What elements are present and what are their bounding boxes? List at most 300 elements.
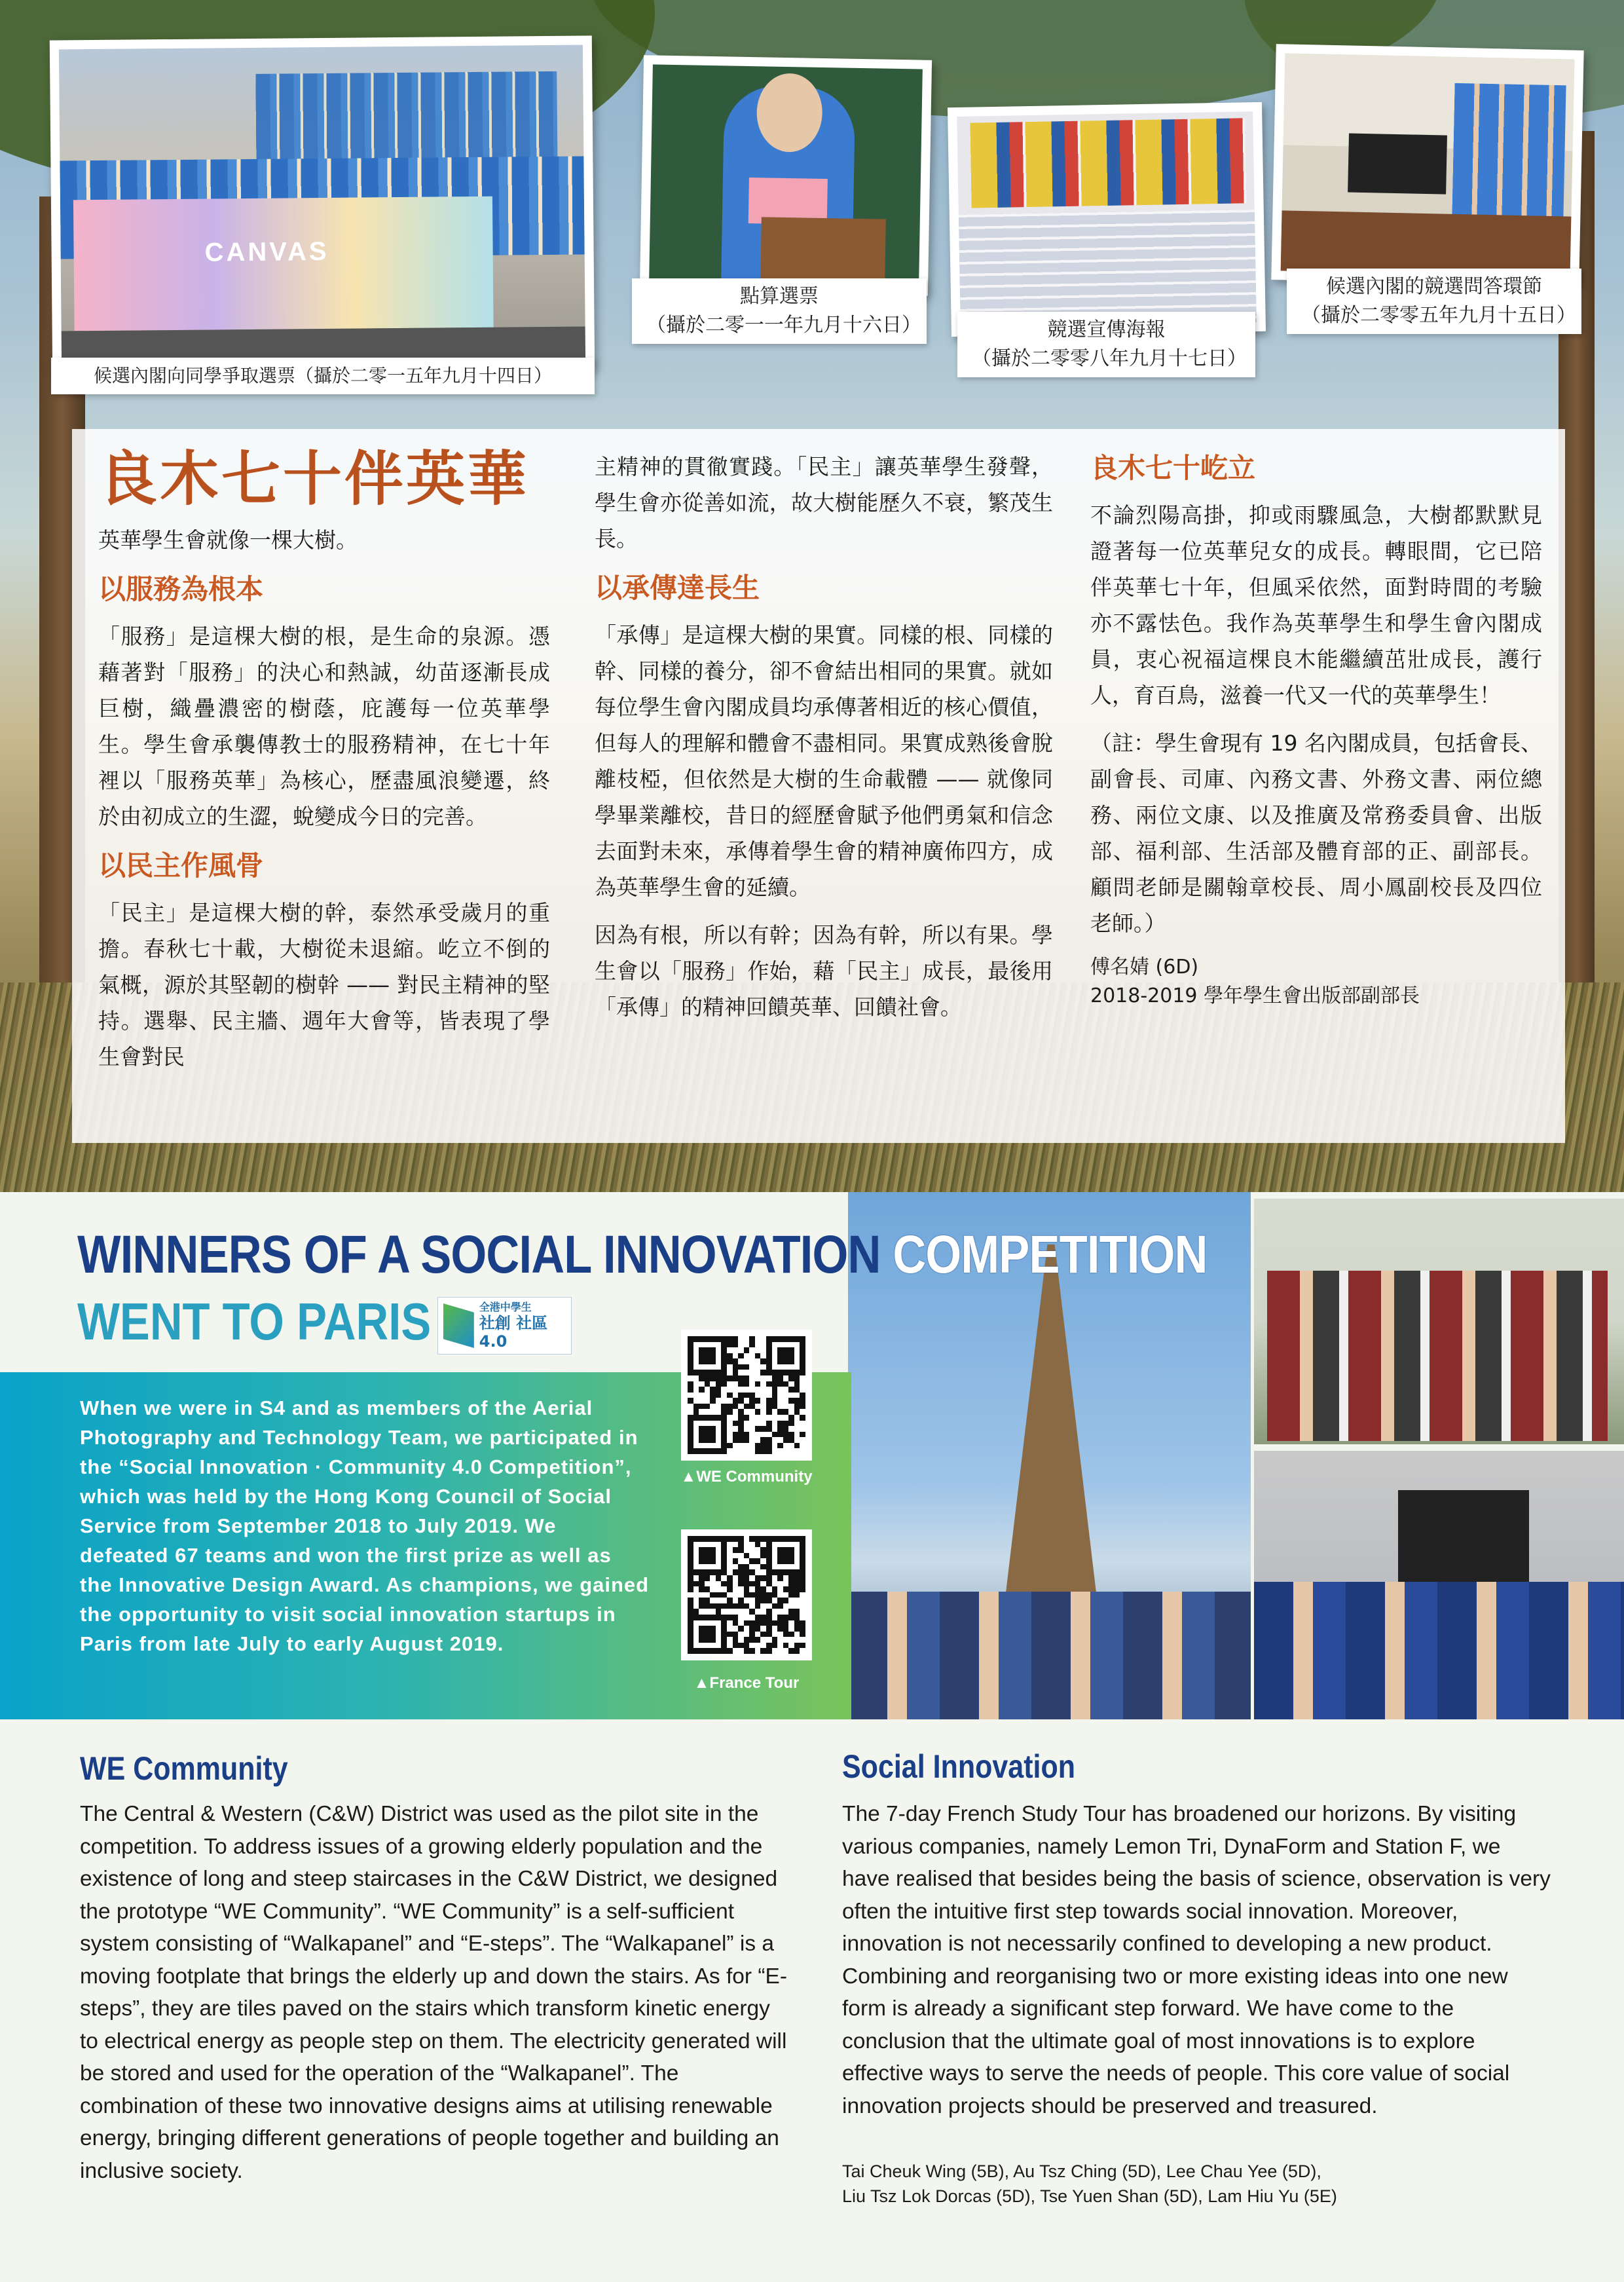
en-intro-text: When we were in S4 and as members of the Aerial Photography and Technology Team, we participated in the “Social Innovation · Community 4.0 Competition”, which was held by the Hong Kong Council of Social Service from September 2018 to July 2019. We defeated 67 teams and won the first prize as well as the Innovative Design Award. As champions, we gained the opportunity to visit social innovation startups in Paris from late July to early August 2019. [80, 1396, 650, 1655]
qr-module [777, 1547, 783, 1553]
qr-module [794, 1592, 800, 1598]
qr-module [788, 1342, 794, 1348]
qr-module [727, 1542, 733, 1548]
qr-module [744, 1443, 750, 1449]
qr-module [788, 1615, 794, 1620]
qr-module [783, 1336, 789, 1342]
photo2-caption [632, 278, 927, 344]
qr-module [788, 1648, 794, 1654]
qr-module [744, 1437, 750, 1443]
qr-module [749, 1558, 755, 1564]
qr-module [738, 1592, 744, 1598]
qr-module [716, 1398, 722, 1404]
qr-module [788, 1387, 794, 1393]
qr-module [794, 1542, 800, 1548]
qr-module [760, 1409, 766, 1415]
qr-module [733, 1381, 739, 1387]
qr-module [794, 1581, 800, 1587]
qr-module [777, 1592, 783, 1598]
qr-module [772, 1564, 778, 1570]
qr-module [777, 1358, 783, 1364]
qr-module [766, 1448, 772, 1454]
qr-module [705, 1536, 710, 1542]
qr-module [800, 1637, 805, 1643]
qr-module [738, 1586, 744, 1592]
qr-module [755, 1615, 761, 1620]
zh-heading-heritage: 以承傳達長生 [595, 572, 760, 604]
qr-module [800, 1421, 805, 1427]
qr-module [772, 1353, 778, 1359]
qr-module [693, 1648, 699, 1654]
qr-module [699, 1426, 705, 1432]
qr-module [705, 1581, 710, 1587]
qr-module [710, 1575, 716, 1581]
qr-module [777, 1575, 783, 1581]
qr-module [721, 1603, 727, 1609]
qr-module [766, 1564, 772, 1570]
qr-module [716, 1626, 722, 1632]
qr-code-france-tour[interactable] [681, 1529, 812, 1660]
photo4-caption-line1: 候選內閣的競選問答環節 [1326, 275, 1542, 298]
qr-module [788, 1336, 794, 1342]
qr-module [705, 1558, 710, 1564]
qr-module [721, 1547, 727, 1553]
qr-module [721, 1569, 727, 1575]
qr-module [705, 1575, 710, 1581]
qr-module [716, 1564, 722, 1570]
qr-module [749, 1432, 755, 1438]
qr-module [800, 1626, 805, 1632]
qr-module [744, 1432, 750, 1438]
qr-module [777, 1609, 783, 1615]
qr-module [744, 1603, 750, 1609]
qr-module [699, 1575, 705, 1581]
zh-article-title: 良木七十伴英華 [98, 445, 529, 514]
qr-module [727, 1364, 733, 1370]
qr-module [800, 1592, 805, 1598]
qr-module [738, 1598, 744, 1603]
qr-module [721, 1409, 727, 1415]
qr-module [744, 1575, 750, 1581]
qr-module [693, 1598, 699, 1603]
qr-module [721, 1609, 727, 1615]
qr-module [744, 1542, 750, 1548]
qr-module [716, 1569, 722, 1575]
qr-module [733, 1637, 739, 1643]
qr-module [721, 1347, 727, 1353]
qr-module [794, 1404, 800, 1410]
qr-module [777, 1536, 783, 1542]
qr-module [738, 1553, 744, 1559]
qr-module [738, 1404, 744, 1410]
qr-module [699, 1632, 705, 1637]
qr-module [800, 1553, 805, 1559]
qr-module [688, 1626, 693, 1632]
qr-module [744, 1409, 750, 1415]
qr-module [766, 1443, 772, 1449]
qr-module [693, 1592, 699, 1598]
qr-module [744, 1415, 750, 1421]
qr-module [772, 1393, 778, 1398]
qr-module [721, 1381, 727, 1387]
qr-module [716, 1615, 722, 1620]
qr-module [766, 1432, 772, 1438]
qr-module [705, 1404, 710, 1410]
qr-module [738, 1620, 744, 1626]
qr-module [721, 1448, 727, 1454]
qr-module [794, 1586, 800, 1592]
qr-module [733, 1393, 739, 1398]
qr-module [772, 1620, 778, 1626]
qr-module [766, 1542, 772, 1548]
photo4-caption [1287, 269, 1581, 334]
qr-module [733, 1553, 739, 1559]
qr-module [721, 1370, 727, 1375]
qr-module [733, 1370, 739, 1375]
qr-module [794, 1448, 800, 1454]
qr-module [716, 1536, 722, 1542]
qr-module [800, 1558, 805, 1564]
qr-module [800, 1575, 805, 1581]
qr-module [744, 1342, 750, 1348]
qr-module [760, 1387, 766, 1393]
qr-module [721, 1643, 727, 1649]
qr-module [699, 1393, 705, 1398]
qr-module [705, 1637, 710, 1643]
photo-exhibition [1254, 1451, 1624, 1719]
qr-module [733, 1558, 739, 1564]
qr-module [760, 1643, 766, 1649]
qr-module [777, 1387, 783, 1393]
qr-module [783, 1632, 789, 1637]
qr-module [783, 1648, 789, 1654]
qr-module [693, 1558, 699, 1564]
qr-module [766, 1347, 772, 1353]
qr-module [688, 1398, 693, 1404]
qr-module [744, 1643, 750, 1649]
qr-module [766, 1370, 772, 1375]
qr-code-we-community[interactable] [681, 1330, 812, 1461]
qr-module [744, 1421, 750, 1427]
qr-module [744, 1387, 750, 1393]
qr-module [716, 1342, 722, 1348]
qr-module [800, 1415, 805, 1421]
qr-module [755, 1415, 761, 1421]
qr-module [777, 1353, 783, 1359]
qr-module [783, 1421, 789, 1427]
qr-module [738, 1409, 744, 1415]
qr-module [738, 1347, 744, 1353]
photo3-caption-line1: 競選宣傳海報 [1047, 318, 1166, 341]
qr-module [710, 1603, 716, 1609]
zh-author-role: 2018-2019 學年學生會出版部副部長 [1090, 984, 1420, 1007]
qr-module [794, 1426, 800, 1432]
qr-module [693, 1553, 699, 1559]
qr-module [755, 1598, 761, 1603]
qr-module [760, 1603, 766, 1609]
qr-module [688, 1353, 693, 1359]
qr-module [693, 1603, 699, 1609]
qr-module [788, 1609, 794, 1615]
qr-module [705, 1358, 710, 1364]
zh-heading-stand: 良木七十屹立 [1090, 452, 1256, 484]
photo3-caption [957, 312, 1255, 377]
qr-module [716, 1637, 722, 1643]
qr-module [783, 1375, 789, 1381]
qr-module [699, 1381, 705, 1387]
qr-module [755, 1437, 761, 1443]
qr-module [733, 1542, 739, 1548]
qr-module [800, 1632, 805, 1637]
qr-module [749, 1415, 755, 1421]
qr-module [788, 1637, 794, 1643]
qr-module [783, 1626, 789, 1632]
qr-module [766, 1603, 772, 1609]
qr-module [693, 1643, 699, 1649]
qr-module [766, 1393, 772, 1398]
qr-module [721, 1375, 727, 1381]
qr-module [716, 1387, 722, 1393]
en-heading-we-community: WE Community [80, 1750, 288, 1787]
qr-module [749, 1564, 755, 1570]
qr-module [738, 1581, 744, 1587]
qr-module [693, 1536, 699, 1542]
qr-module [783, 1342, 789, 1348]
qr-module [777, 1364, 783, 1370]
qr-module [760, 1342, 766, 1348]
qr-module [744, 1620, 750, 1626]
qr-module [744, 1558, 750, 1564]
qr-module [716, 1592, 722, 1598]
qr-module [733, 1364, 739, 1370]
qr-module [716, 1620, 722, 1626]
qr-module [766, 1387, 772, 1393]
qr-module [766, 1358, 772, 1364]
qr-module [733, 1626, 739, 1632]
qr-module [733, 1358, 739, 1364]
qr-module [794, 1609, 800, 1615]
piano [1348, 133, 1447, 194]
qr-module [788, 1353, 794, 1359]
qr-module [794, 1393, 800, 1398]
zh-paragraph-conclusion: 因為有根，所以有幹；因為有幹，所以有果。學生會以「服務」作始，藉「民主」成長，最後用「承傳」的精神回饋英華、回饋社會。 [595, 922, 1053, 1020]
qr-module [755, 1347, 761, 1353]
canvas-banner [73, 196, 494, 331]
qr-module [693, 1342, 699, 1348]
qr-module [710, 1547, 716, 1553]
qr-module [777, 1415, 783, 1421]
qr-module [760, 1437, 766, 1443]
qr-module [749, 1615, 755, 1620]
qr-module [744, 1536, 750, 1542]
qr-module [783, 1437, 789, 1443]
qr-module [688, 1592, 693, 1598]
qr-module [777, 1643, 783, 1649]
qr-module [788, 1421, 794, 1427]
qr-module [727, 1626, 733, 1632]
qr-module [755, 1553, 761, 1559]
qr-module [766, 1609, 772, 1615]
qr-module [794, 1437, 800, 1443]
qr-module [688, 1569, 693, 1575]
qr-module [705, 1542, 710, 1548]
qr-module [800, 1358, 805, 1364]
qr-module [733, 1353, 739, 1359]
qr-module [800, 1569, 805, 1575]
qr-module [777, 1648, 783, 1654]
qr-module [744, 1448, 750, 1454]
qr-module [710, 1364, 716, 1370]
qr-module [788, 1553, 794, 1559]
qr-module [800, 1542, 805, 1548]
qr-module [721, 1586, 727, 1592]
qr-module [721, 1358, 727, 1364]
qr-module [710, 1437, 716, 1443]
qr-module [721, 1615, 727, 1620]
qr-module [699, 1421, 705, 1427]
qr-module [705, 1547, 710, 1553]
qr-module [738, 1393, 744, 1398]
qr-module [755, 1558, 761, 1564]
qr-module [744, 1375, 750, 1381]
qr-module [699, 1342, 705, 1348]
qr-module [794, 1358, 800, 1364]
qr-module [777, 1432, 783, 1438]
qr-module [699, 1615, 705, 1620]
qr-module [755, 1358, 761, 1364]
qr-module [733, 1564, 739, 1570]
qr-module [772, 1421, 778, 1427]
photo2-caption-line1: 點算選票 [740, 285, 819, 308]
qr-module [794, 1387, 800, 1393]
qr-module [699, 1547, 705, 1553]
qr-module [788, 1347, 794, 1353]
qr-module [738, 1426, 744, 1432]
qr-module [794, 1398, 800, 1404]
qr-module [777, 1421, 783, 1427]
qr-module [788, 1364, 794, 1370]
qr-module [788, 1547, 794, 1553]
qr-module [688, 1581, 693, 1587]
en-credit-line2: Liu Tsz Lok Dorcas (5D), Tse Yuen Shan (5D), Lam Hiu Yu (5E) [842, 2186, 1337, 2206]
qr-module [760, 1336, 766, 1342]
zh-paragraph-heritage: 「承傳」是這棵大樹的果實。同樣的根、同樣的幹、同樣的養分，卻不會結出相同的果實。就如每位學生會內閣成員均承傳著相近的核心價值，但每人的理解和體會不盡相同。果實成熟後會脫離枝椏，但依然是大樹的生命載體 —— 就像同學畢業離校，昔日的經歷會賦予他們勇氣和信念去面對未來，承傳着學生會的精神廣佈四方，成為英華學生會的延續。 [595, 622, 1053, 900]
qr-module [777, 1404, 783, 1410]
qr-module [800, 1547, 805, 1553]
qr-module [727, 1381, 733, 1387]
qr-module [721, 1632, 727, 1637]
qr-module [760, 1404, 766, 1410]
photo-campaign-posters [948, 102, 1266, 337]
qr-module [710, 1353, 716, 1359]
qr-module [749, 1443, 755, 1449]
qr-module [772, 1381, 778, 1387]
qr-module [788, 1564, 794, 1570]
qr-module [744, 1426, 750, 1432]
qr-module [727, 1632, 733, 1637]
qr-module [693, 1409, 699, 1415]
qr-module [688, 1381, 693, 1387]
qr-module [716, 1575, 722, 1581]
qr-module [688, 1547, 693, 1553]
qr-module [721, 1426, 727, 1432]
eiffel-tower [1005, 1244, 1097, 1598]
qr-module [688, 1387, 693, 1393]
qr-module [749, 1437, 755, 1443]
qr-module [693, 1581, 699, 1587]
qr-module [777, 1409, 783, 1415]
qr-module [749, 1598, 755, 1603]
qr-module [716, 1547, 722, 1553]
students-group [848, 1592, 1251, 1719]
qr-module [710, 1553, 716, 1559]
qr-module [744, 1398, 750, 1404]
qr-module [705, 1342, 710, 1348]
qr-module [693, 1569, 699, 1575]
qr-module [721, 1336, 727, 1342]
qr-module [783, 1393, 789, 1398]
qr-module [699, 1370, 705, 1375]
qr-module [744, 1353, 750, 1359]
qr-module [777, 1620, 783, 1626]
qr-module [733, 1536, 739, 1542]
qr-module [800, 1586, 805, 1592]
qr-module [738, 1643, 744, 1649]
qr-module [788, 1432, 794, 1438]
qr-module [800, 1648, 805, 1654]
qr-module [777, 1426, 783, 1432]
qr-module [788, 1569, 794, 1575]
qr-module [744, 1393, 750, 1398]
qr-module [766, 1620, 772, 1626]
qr-module [733, 1648, 739, 1654]
qr-module [755, 1398, 761, 1404]
qr-module [727, 1553, 733, 1559]
zh-column-1 [98, 429, 550, 1087]
qr-module [772, 1643, 778, 1649]
qr-module [716, 1336, 722, 1342]
qr-module [760, 1421, 766, 1427]
qr-module [755, 1547, 761, 1553]
qr-module [727, 1564, 733, 1570]
qr-module [744, 1592, 750, 1598]
qr-module [716, 1421, 722, 1427]
qr-module [705, 1609, 710, 1615]
qr-module [710, 1643, 716, 1649]
qr-module [716, 1648, 722, 1654]
qr-module [727, 1558, 733, 1564]
qr-module [744, 1586, 750, 1592]
qr-module [749, 1381, 755, 1387]
qr-module [738, 1437, 744, 1443]
qr-module [777, 1553, 783, 1559]
qr-module [794, 1558, 800, 1564]
qr-module [788, 1581, 794, 1587]
qr-module [783, 1536, 789, 1542]
qr-module [794, 1342, 800, 1348]
zh-heading-service: 以服務為根本 [98, 573, 264, 605]
qr-module [733, 1575, 739, 1581]
qr-module [727, 1620, 733, 1626]
qr-module [727, 1603, 733, 1609]
qr-module [733, 1375, 739, 1381]
qr-module [727, 1598, 733, 1603]
qr-module [777, 1564, 783, 1570]
qr-module [721, 1437, 727, 1443]
qr-module [755, 1432, 761, 1438]
qr-module [760, 1358, 766, 1364]
qr-module [699, 1648, 705, 1654]
